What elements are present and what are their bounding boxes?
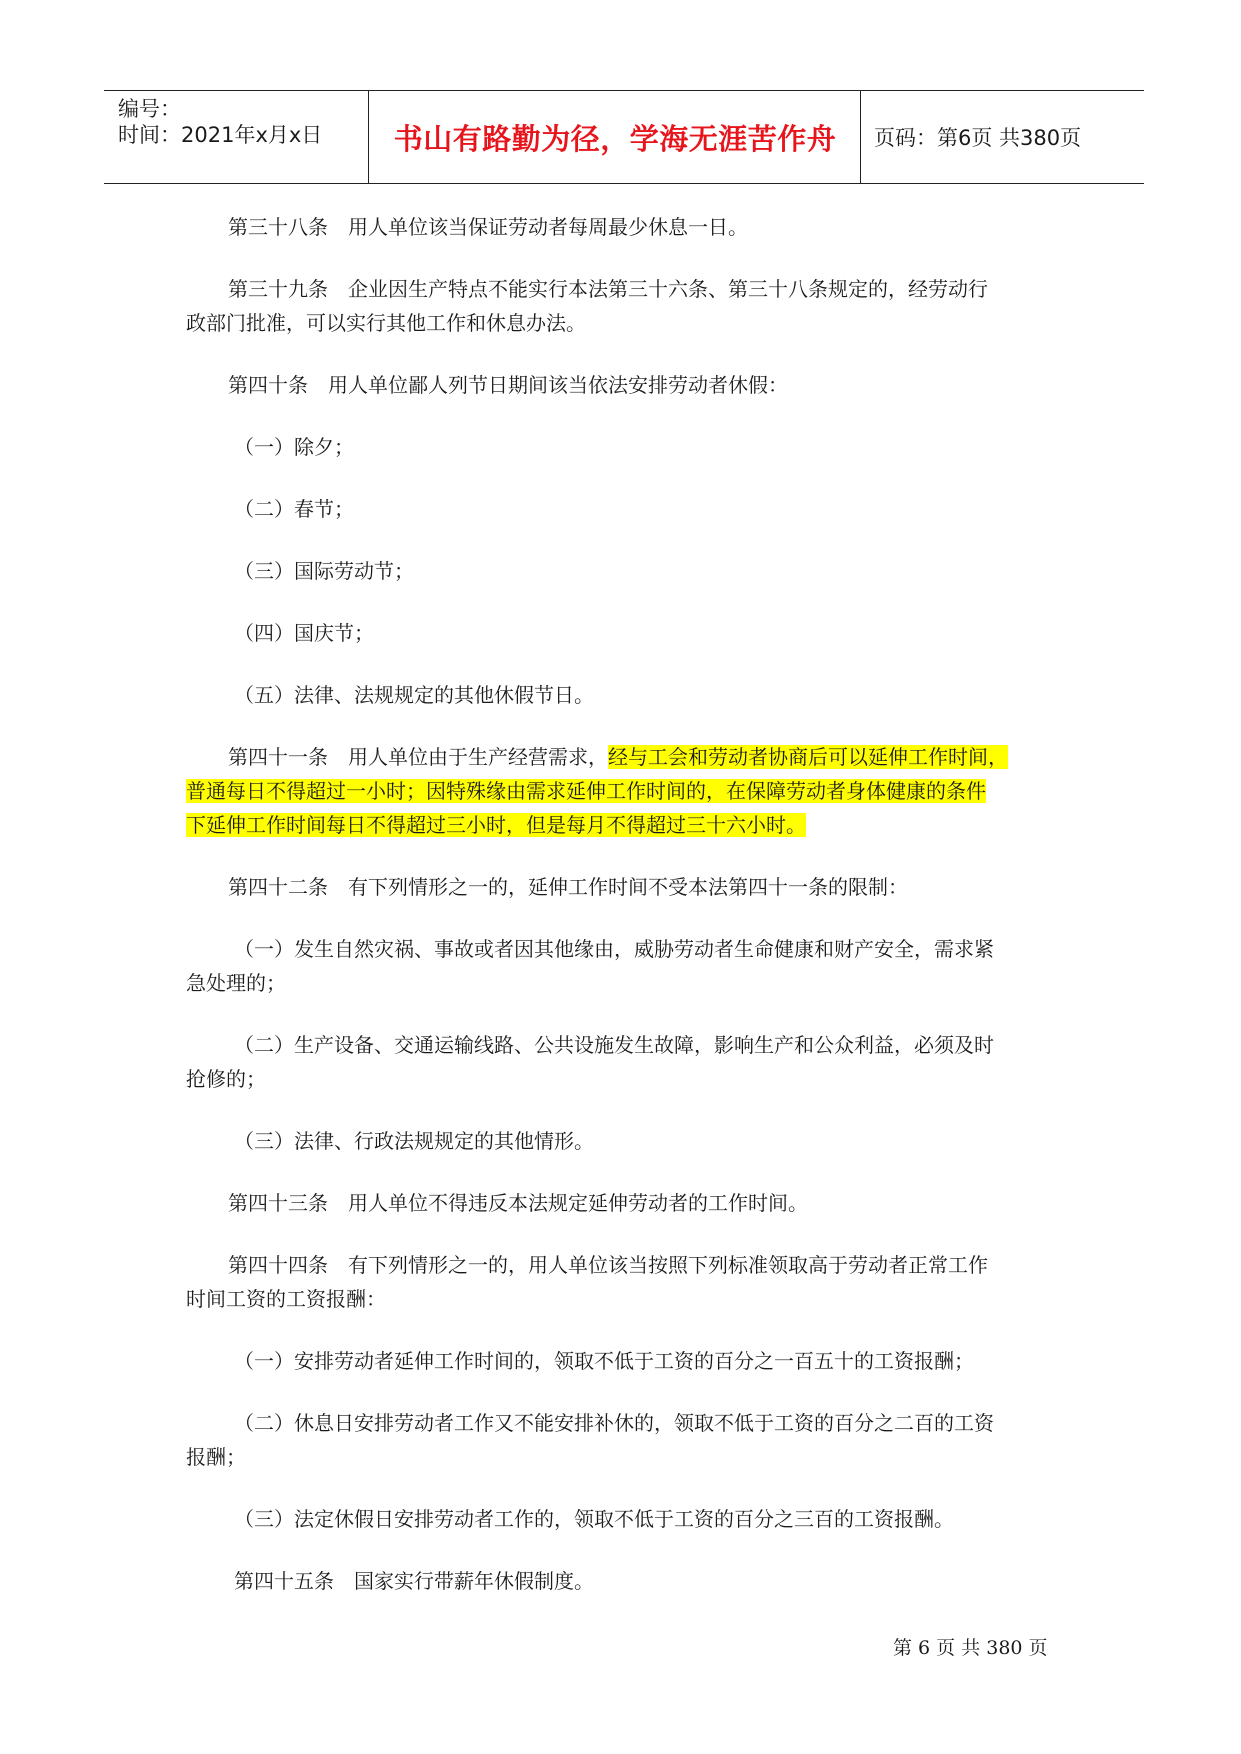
article-45: 第四十五条 国家实行带薪年休假制度。 xyxy=(234,1569,594,1593)
article-39-line1: 第三十九条 企业因生产特点不能实行本法第三十六条、第三十八条规定的，经劳动行 xyxy=(228,277,988,301)
holiday-item-4: （四）国庆节； xyxy=(234,621,374,645)
article-44-item-2-line1: （二）休息日安排劳动者工作又不能安排补休的，领取不低于工资的百分之二百的工资 xyxy=(234,1411,994,1435)
page-header xyxy=(104,90,1144,184)
page-footer: 第 6 页 共 380 页 xyxy=(893,1637,1048,1659)
header-divider-right xyxy=(860,91,861,183)
article-44-item-3: （三）法定休假日安排劳动者工作的，领取不低于工资的百分之三百的工资报酬。 xyxy=(234,1507,954,1531)
article-41-plain: 第四十一条 用人单位由于生产经营需求， xyxy=(228,745,608,769)
header-divider-left xyxy=(368,91,369,183)
header-page-info: 页码：第6页 共380页 xyxy=(874,126,1082,150)
article-39-line2: 政部门批准，可以实行其他工作和休息办法。 xyxy=(186,311,586,335)
article-42-item-2-line2: 抢修的； xyxy=(186,1067,266,1091)
holiday-item-1: （一）除夕； xyxy=(234,435,354,459)
date-label: 时间：2021年x月x日 xyxy=(118,123,323,147)
document-body xyxy=(188,210,1058,1598)
article-42-item-1-line1: （一）发生自然灾祸、事故或者因其他缘由，威胁劳动者生命健康和财产安全，需求紧 xyxy=(234,937,994,961)
article-41-line3 xyxy=(186,808,1058,842)
article-41-line2 xyxy=(186,774,1058,808)
article-42-item-3: （三）法律、行政法规规定的其他情形。 xyxy=(234,1129,594,1153)
article-41-line1 xyxy=(188,740,1058,774)
article-44-line1: 第四十四条 有下列情形之一的，用人单位该当按照下列标准领取高于劳动者正常工作 xyxy=(228,1253,988,1277)
article-42: 第四十二条 有下列情形之一的，延伸工作时间不受本法第四十一条的限制： xyxy=(228,875,908,899)
article-44-item-1: （一）安排劳动者延伸工作时间的，领取不低于工资的百分之一百五十的工资报酬； xyxy=(234,1349,974,1373)
article-42-item-1-line2: 急处理的； xyxy=(186,971,286,995)
article-42-item-2-line1: （二）生产设备、交通运输线路、公共设施发生故障，影响生产和公众利益，必须及时 xyxy=(234,1033,994,1057)
serial-label: 编号： xyxy=(118,97,181,121)
header-meta xyxy=(118,91,368,183)
article-41-highlight-3: 下延伸工作时间每日不得超过三小时，但是每月不得超过三十六小时。 xyxy=(186,813,806,837)
article-38: 第三十八条 用人单位该当保证劳动者每周最少休息一日。 xyxy=(228,215,748,239)
article-43: 第四十三条 用人单位不得违反本法规定延伸劳动者的工作时间。 xyxy=(228,1191,808,1215)
header-motto: 书山有路勤为径，学海无涯苦作舟 xyxy=(393,121,837,156)
holiday-item-5: （五）法律、法规规定的其他休假节日。 xyxy=(234,683,594,707)
holiday-item-2: （二）春节； xyxy=(234,497,354,521)
article-41-highlight-2: 普通每日不得超过一小时；因特殊缘由需求延伸工作时间的，在保障劳动者身体健康的条件 xyxy=(186,779,986,803)
article-41-highlight-1: 经与工会和劳动者协商后可以延伸工作时间， xyxy=(608,745,1008,769)
article-40: 第四十条 用人单位鄙人列节日期间该当依法安排劳动者休假： xyxy=(228,373,788,397)
holiday-item-3: （三）国际劳动节； xyxy=(234,559,414,583)
article-44-item-2-line2: 报酬； xyxy=(186,1445,246,1469)
article-44-line2: 时间工资的工资报酬： xyxy=(186,1287,386,1311)
